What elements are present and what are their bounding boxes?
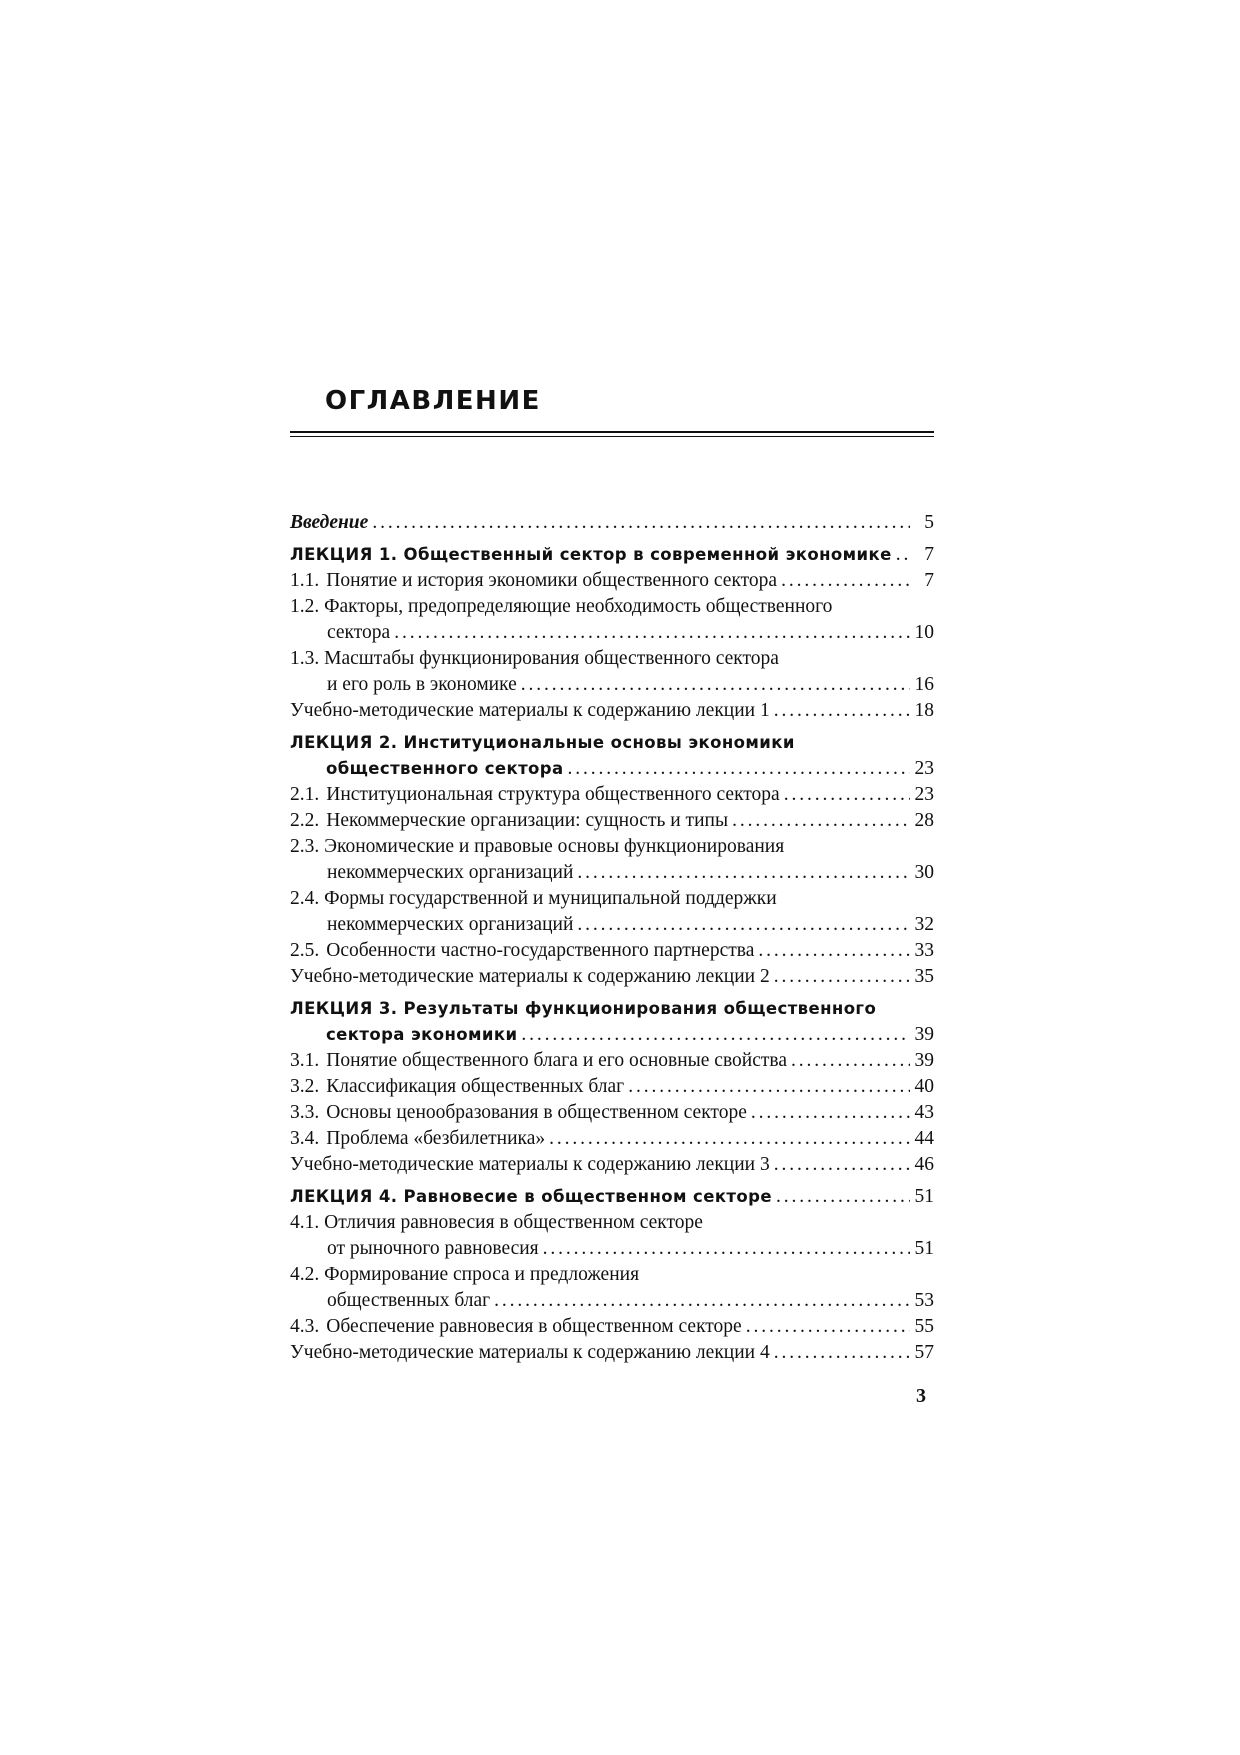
lecture-heading: сектора экономики [326,1025,518,1044]
section-title-continuation [290,1288,934,1314]
title-rule-thin [290,436,934,437]
section-title: от рыночного равновесия [327,1238,539,1259]
dot-leader [774,1340,910,1366]
section-title: и его роль в экономике [327,674,517,695]
section-title: Формирование спроса и предложения [324,1264,640,1285]
toc-entry-materials-1[interactable] [290,698,934,724]
toc-entry-3-4[interactable] [290,1126,934,1152]
section-number: 2.3. [290,836,320,857]
dot-leader [774,964,910,990]
section-title-line [290,1262,934,1288]
lecture-heading: ЛЕКЦИЯ 1. Общественный сектор в современной экономике [290,545,892,564]
dot-leader [791,1048,910,1074]
page-title: ОГЛАВЛЕНИЕ [325,386,541,416]
section-title-continuation [290,620,934,646]
dot-leader [751,1100,910,1126]
section-title: Отличия равновесия в общественном секторе [324,1212,703,1233]
toc-entry-3-2[interactable] [290,1074,934,1100]
toc-entry-intro[interactable] [290,510,934,536]
toc-entry-3-1[interactable] [290,1048,934,1074]
lecture-heading: ЛЕКЦИЯ 4. Равновесие в общественном секторе [290,1187,772,1206]
section-number: 4.2. [290,1264,320,1285]
lecture-4-block [290,1184,934,1366]
toc-entry-title: Введение [290,512,369,533]
toc-page-number: 7 [924,544,934,565]
dot-leader [543,1236,910,1262]
section-title-line [290,886,934,912]
toc-page-number: 40 [914,1076,934,1097]
toc-page-number: 33 [914,940,934,961]
toc-entry-2-4[interactable] [290,886,934,938]
section-number: 2.5. [290,940,320,961]
dot-leader [494,1288,910,1314]
section-number: 3.3. [290,1102,320,1123]
toc-entry-2-1[interactable] [290,782,934,808]
section-number: 3.2. [290,1076,320,1097]
section-title-continuation [290,912,934,938]
section-title: Формы государственной и муниципальной поддержки [324,888,777,909]
toc-page-number: 5 [924,512,934,533]
section-number: 1.2. [290,596,320,617]
dot-leader [394,620,910,646]
toc-entry-1-3[interactable] [290,646,934,698]
section-title: Факторы, предопределяющие необходимость общественного [324,596,833,617]
toc-entry-materials-4[interactable] [290,1340,934,1366]
toc-page-number: 30 [914,862,934,883]
section-number: 3.1. [290,1050,320,1071]
toc-page-number: 18 [914,700,934,721]
dot-leader [521,1022,910,1048]
lecture-heading: ЛЕКЦИЯ 2. Институциональные основы экономики [290,733,795,752]
section-title-line [290,1210,934,1236]
toc-entry-lecture-1[interactable] [290,542,934,568]
dot-leader [628,1074,910,1100]
section-title: Обеспечение равновесия в общественном секторе [326,1316,742,1337]
section-title: некоммерческих организаций [327,862,574,883]
toc-entry-3-3[interactable] [290,1100,934,1126]
toc-entry-4-1[interactable] [290,1210,934,1262]
section-title: Учебно-методические материалы к содержанию лекции 3 [290,1154,770,1175]
toc-entry-lecture-3[interactable] [290,996,934,1048]
toc-entry-materials-3[interactable] [290,1152,934,1178]
toc-page-number: 51 [914,1186,934,1207]
toc-entry-4-2[interactable] [290,1262,934,1314]
toc-page-number: 57 [914,1342,934,1363]
section-title: Проблема «безбилетника» [326,1128,546,1149]
lecture-1-block [290,542,934,724]
dot-leader [521,672,910,698]
title-rule-thick [290,431,934,433]
dot-leader [746,1314,910,1340]
section-title: Особенности частно-государственного партнерства [326,940,755,961]
section-title: Учебно-методические материалы к содержанию лекции 1 [290,700,770,721]
section-title: некоммерческих организаций [327,914,574,935]
toc-page-number: 51 [914,1238,934,1259]
toc-entry-2-2[interactable] [290,808,934,834]
section-title-line [290,834,934,860]
dot-leader [784,782,910,808]
section-title: Экономические и правовые основы функционирования [324,836,785,857]
section-title: Основы ценообразования в общественном секторе [326,1102,747,1123]
dot-leader [372,510,910,536]
section-title: Некоммерческие организации: сущность и типы [326,810,729,831]
toc-page-number: 46 [914,1154,934,1175]
lecture-heading: ЛЕКЦИЯ 3. Результаты функционирования общественного [290,999,877,1018]
title-double-rule [290,431,934,437]
toc-page-number: 43 [914,1102,934,1123]
lecture-heading-continuation [290,756,934,782]
page-number: 3 [916,1385,926,1407]
toc-entry-1-2[interactable] [290,594,934,646]
section-title: Понятие и история экономики общественного сектора [326,570,778,591]
section-number: 4.1. [290,1212,320,1233]
toc-page-number: 10 [914,622,934,643]
dot-leader [568,756,910,782]
table-of-contents [290,510,934,1366]
toc-entry-2-3[interactable] [290,834,934,886]
toc-page-number: 32 [914,914,934,935]
toc-page-number: 23 [914,758,934,779]
toc-page-number: 35 [914,966,934,987]
dot-leader [781,568,910,594]
toc-entry-1-1[interactable] [290,568,934,594]
section-number: 2.4. [290,888,320,909]
dot-leader [774,698,910,724]
section-title: Институциональная структура общественного сектора [326,784,780,805]
section-number: 2.2. [290,810,320,831]
section-title-continuation [290,672,934,698]
section-title-line [290,646,934,672]
section-title-continuation [290,860,934,886]
section-title-line [290,594,934,620]
toc-entry-2-5[interactable] [290,938,934,964]
section-title: Учебно-методические материалы к содержанию лекции 4 [290,1342,770,1363]
toc-page-number: 53 [914,1290,934,1311]
toc-entry-lecture-2[interactable] [290,730,934,782]
dot-leader [732,808,910,834]
lecture-2-block [290,730,934,990]
lecture-3-block [290,996,934,1178]
section-title: общественных благ [327,1290,491,1311]
section-title: Учебно-методические материалы к содержанию лекции 2 [290,966,770,987]
toc-entry-4-3[interactable] [290,1314,934,1340]
toc-page-number: 39 [914,1024,934,1045]
section-number: 1.1. [290,570,320,591]
section-number: 1.3. [290,648,320,669]
toc-page-number: 7 [924,570,934,591]
toc-page-number: 44 [914,1128,934,1149]
section-title: Понятие общественного блага и его основные свойства [326,1050,787,1071]
dot-leader [549,1126,910,1152]
toc-entry-materials-2[interactable] [290,964,934,990]
section-title: Классификация общественных благ [326,1076,625,1097]
toc-page-number: 23 [914,784,934,805]
section-title-continuation [290,1236,934,1262]
section-number: 4.3. [290,1316,320,1337]
section-title: Масштабы функционирования общественного сектора [324,648,779,669]
section-title: сектора [327,622,391,643]
toc-page-number: 55 [914,1316,934,1337]
toc-page-number: 28 [914,810,934,831]
dot-leader [758,938,910,964]
toc-page-number: 16 [914,674,934,695]
dot-leader [577,912,910,938]
toc-entry-lecture-4[interactable] [290,1184,934,1210]
dot-leader [774,1152,910,1178]
dot-leader [577,860,910,886]
toc-page-number: 39 [914,1050,934,1071]
lecture-heading: общественного сектора [326,759,564,778]
lecture-heading-continuation [290,1022,934,1048]
dot-leader [776,1184,910,1210]
section-number: 2.1. [290,784,320,805]
dot-leader [896,542,910,568]
section-number: 3.4. [290,1128,320,1149]
